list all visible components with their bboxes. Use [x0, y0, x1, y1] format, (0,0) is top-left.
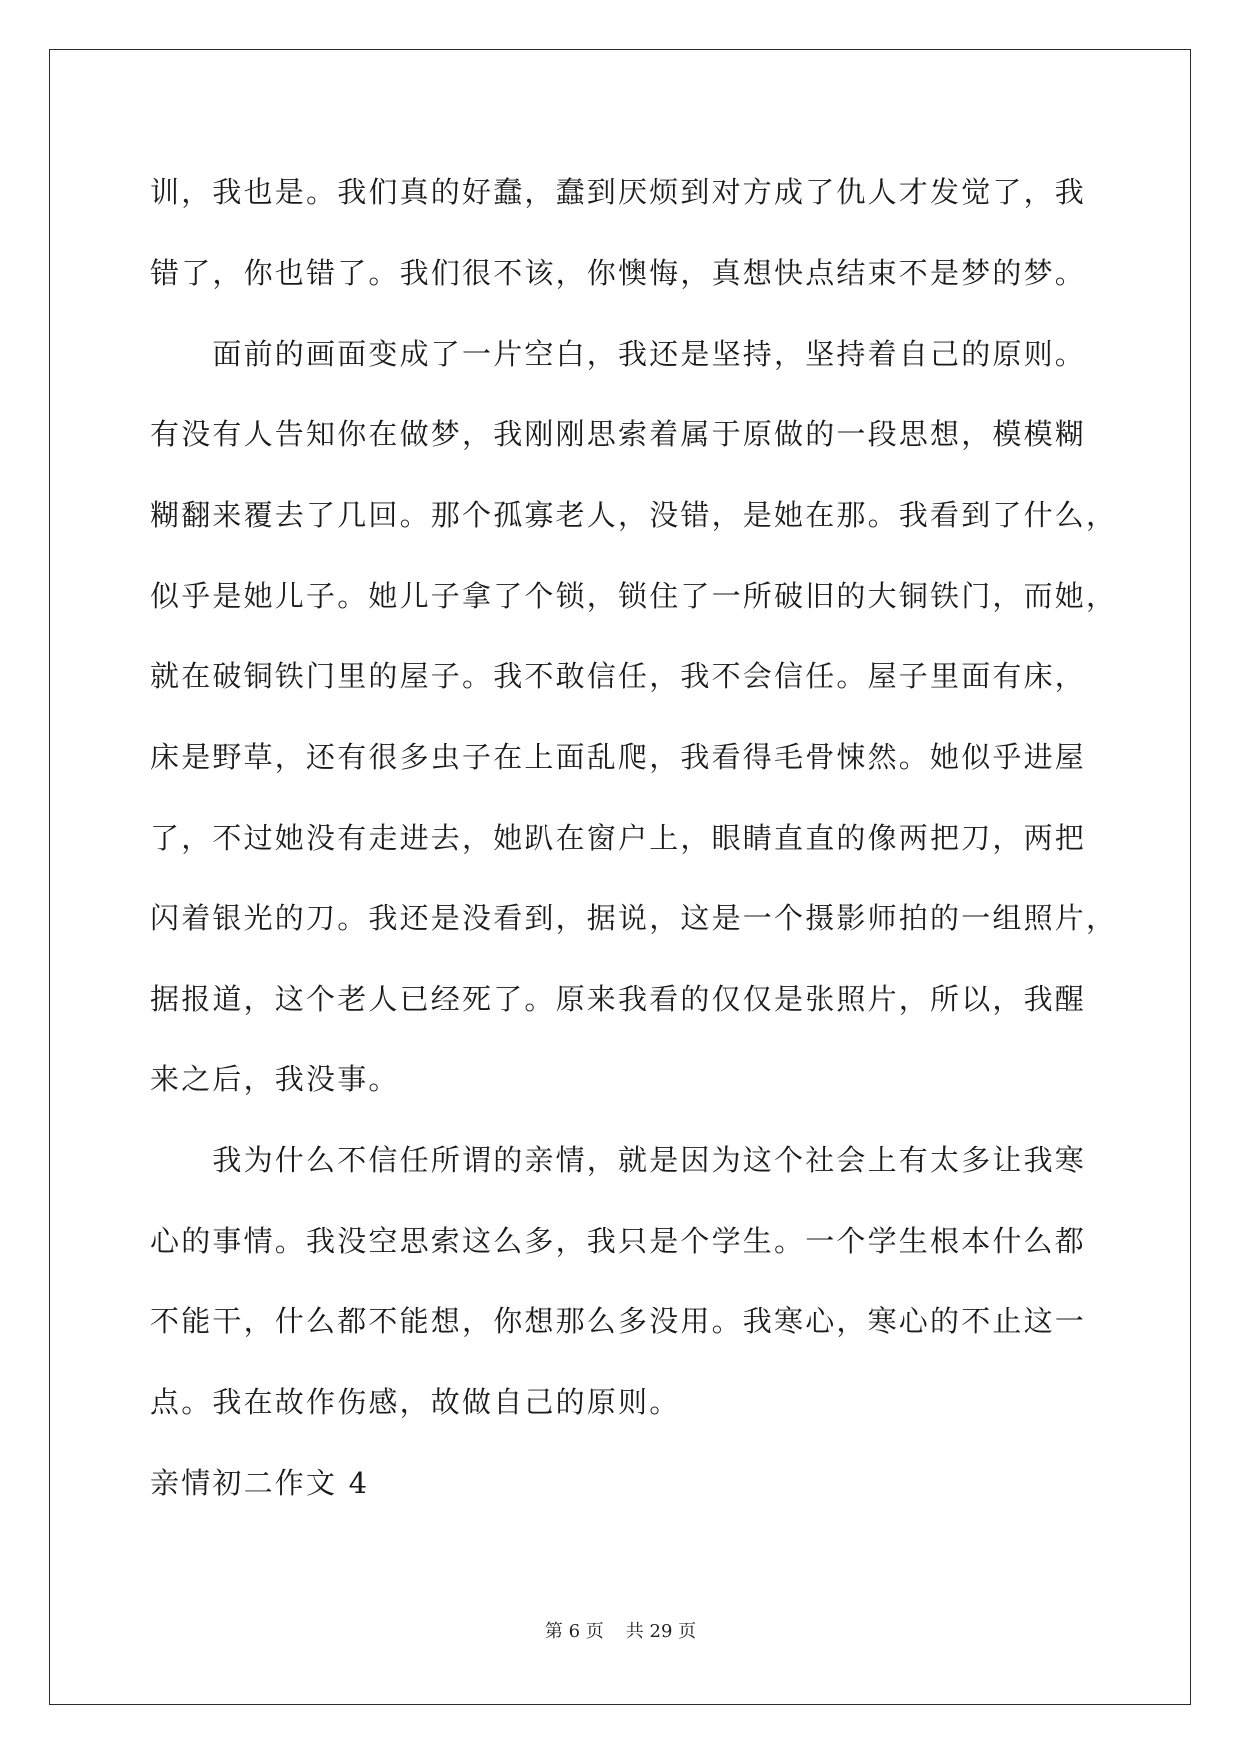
section-heading: 亲情初二作文 4 — [150, 1466, 370, 1500]
text-line: 来之后，我没事。 — [150, 1062, 400, 1096]
text-line: 就在破铜铁门里的屋子。我不敢信任，我不会信任。屋子里面有床， — [150, 659, 1087, 693]
page-footer — [0, 1617, 1241, 1643]
text-line: 不能干，什么都不能想，你想那么多没用。我寒心，寒心的不止这一 — [150, 1304, 1087, 1338]
text-line: 错了，你也错了。我们很不该，你懊悔，真想快点结束不是梦的梦。 — [150, 256, 1087, 290]
text-line: 心的事情。我没空思索这么多，我只是个学生。一个学生根本什么都 — [150, 1224, 1087, 1258]
text-line: 点。我在故作伤感，故做自己的原则。 — [150, 1385, 681, 1419]
text-line: 了，不过她没有走进去，她趴在窗户上，眼睛直直的像两把刀，两把 — [150, 821, 1087, 855]
text-line: 面前的画面变成了一片空白，我还是坚持，坚持着自己的原则。 — [150, 337, 1087, 371]
text-line: 糊翻来覆去了几回。那个孤寡老人，没错，是她在那。我看到了什么， — [150, 498, 1118, 532]
text-line: 闪着银光的刀。我还是没看到，据说，这是一个摄影师拍的一组照片， — [150, 901, 1118, 935]
page-border — [49, 49, 1191, 1705]
text-line: 有没有人告知你在做梦，我刚刚思索着属于原做的一段思想，模模糊 — [150, 417, 1087, 451]
text-line: 我为什么不信任所谓的亲情，就是因为这个社会上有太多让我寒 — [150, 1143, 1087, 1177]
text-line: 床是野草，还有很多虫子在上面乱爬，我看得毛骨悚然。她似乎进屋 — [150, 740, 1087, 774]
text-line: 训，我也是。我们真的好蠢，蠢到厌烦到对方成了仇人才发觉了，我 — [150, 175, 1087, 209]
page-total: 共 29 页 — [625, 1621, 697, 1642]
text-line: 似乎是她儿子。她儿子拿了个锁，锁住了一所破旧的大铜铁门，而她， — [150, 579, 1118, 613]
text-line: 据报道，这个老人已经死了。原来我看的仅仅是张照片，所以，我醒 — [150, 982, 1087, 1016]
page-number: 第 6 页 — [544, 1621, 604, 1642]
